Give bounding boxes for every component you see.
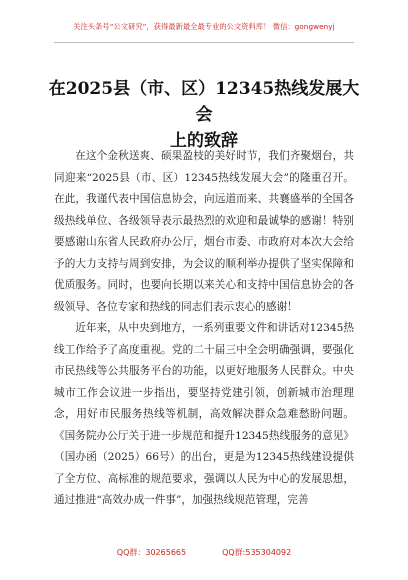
header-divider — [54, 42, 354, 43]
document-body — [54, 146, 354, 512]
footer-qq-group-1: QQ群：30265665 — [116, 548, 187, 557]
body-paragraph: 近年来，从中央到地方，一系列重要文件和讲话对12345热线工作给予了高度重视。党的二十届三中全会明确强调，要强化市民热线等公共服务平台的功能，以更好地服务人民群众。中央城市工作会议进一步指出，要坚持党建引领，创新城市治理理念，用好市民服务热线等机制，高效解决群众急难愁盼问题。《国务院办公厅关于进一步规范和提升12345热线服务的意见》（国办函（2025）66号）的出台，更是为12345热线建设提供了全方位、高标准的规范要求，强调以人民为中心的发展思想，通过推进“高效办成一件事”，加强热线规范管理，完善 — [54, 322, 354, 506]
document-title — [44, 76, 364, 154]
title-line-2: 上的致辞 — [170, 131, 238, 151]
footer-qq-group-2: QQ群:535304092 — [222, 548, 292, 557]
title-line-1: 在2025县（市、区）12345热线发展大会 — [48, 79, 360, 125]
body-paragraph: 在这个金秋送爽、硕果盈枝的美好时节，我们齐聚烟台，共同迎来“2025县（市、区）12345热线发展大会”的隆重召开。在此，我谨代表中国信息协会，向远道而来、共襄盛举的全国各级热线单位、各级领导表示最热烈的欢迎和最诚挚的感谢！特别要感谢山东省人民政府办公厅，烟台市委、市政府对本次大会给予的大力支持与周到安排，为会议的顺利举办提供了坚实保障和优质服务。同时，也要向长期以来关心和支持中国信息协会的各级领导、各位专家和热线的同志们表示衷心的感谢！ — [54, 150, 354, 313]
page-footer — [0, 547, 408, 558]
page-header-banner: 关注头条号“公文研究”，获得最新最全最专业的公文资料库！ 微信：gongwenyj — [73, 22, 335, 31]
